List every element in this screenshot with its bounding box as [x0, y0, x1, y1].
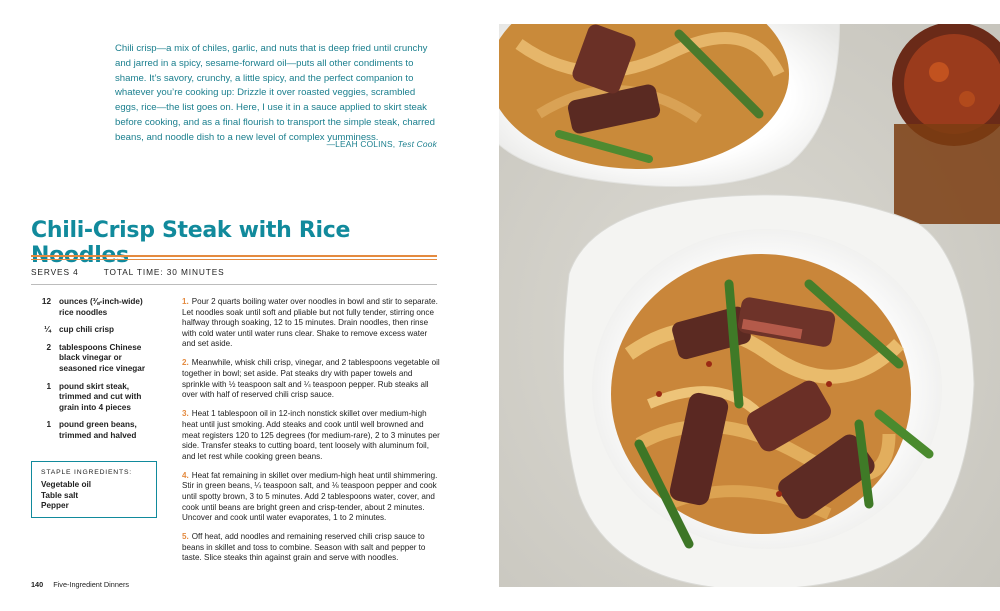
step-text: Heat fat remaining in skillet over medium-high heat until shimmering. Stir in green beans, ¼ teaspoon salt, and ⅛ teaspoon pepper and cook until spotty brown, 3 to 5 minutes. Add 2 tablespoons water, cover, and cook until beans are bright green and crisp-tender, about 2 minutes. Uncover and cook until water evaporates, 1 to 2 minutes.	[182, 470, 438, 523]
ingredient-text: pound green beans, trimmed and halved	[59, 420, 137, 440]
headnote-attribution	[115, 139, 437, 149]
step-text: Pour 2 quarts boiling water over noodles in bowl and stir to separate. Let noodles soak until soft and pliable but not fully tender, stirring once halfway through soaking, 12 to 15 minutes. Drain noodles, then rinse with cold water until water runs clear. Shake to remove excess water and set aside.	[182, 297, 438, 349]
ingredient-qty: 12	[41, 297, 51, 306]
staples-heading: STAPLE INGREDIENTS:	[41, 469, 132, 476]
ingredient-qty: 1	[46, 420, 51, 430]
step-text: Meanwhile, whisk chili crisp, vinegar, and 2 tablespoons vegetable oil together in bowl; set aside. Pat steaks dry with paper towels and sprinkle with ½ teaspoon salt and ¼ teaspoon pepper. Rub steaks all over with half of reserved chili crisp sauce.	[182, 358, 440, 400]
ingredient-qty: 1	[46, 381, 51, 391]
noodle-bowls-illustration	[499, 24, 1000, 587]
headnote-text: Chili crisp—a mix of chiles, garlic, and nuts that is deep fried until crunchy and jarred in a spicy, sesame-forward oil—puts all other condiments to shame. It’s savory, crunchy, a little spicy, and the perfect companion to whatever you’re cooking up: Drizzle it over roasted veggies, scrambled eggs, rice—the list goes on. Here, I use it in a sauce applied to skirt steak before cooking, and as a final flourish to transport the simple steak, charred beans, and noodle dish to a new level of complex yumminess.	[115, 43, 435, 143]
step-number: 3.	[182, 409, 189, 419]
ingredient-text: cup chili crisp	[59, 325, 115, 335]
ingredient-item	[31, 325, 159, 336]
step	[182, 358, 440, 400]
ingredient-item	[31, 382, 159, 414]
page-footer	[31, 580, 129, 589]
step-text: Heat 1 tablespoon oil in 12-inch nonstick skillet over medium-high heat until just smoking. Add steaks and cook until well browned and meat registers 120 to 125 degrees (for medium-rare), 2 to 3 minutes per side. Transfer steaks to cutting board, tent loosely with aluminum foil, and let rest while cooking green beans.	[182, 409, 440, 461]
ingredient-text: tablespoons Chinese black vinegar or seasoned rice vinegar	[59, 342, 146, 373]
serves: SERVES 4	[31, 267, 79, 277]
recipe-meta	[31, 267, 247, 277]
step-text: Off heat, add noodles and remaining reserved chili crisp sauce to beans in skillet and toss to combine. Season with salt and pepper to taste. Slice steaks thin against grain and serve with noodles.	[182, 532, 426, 563]
step	[182, 471, 440, 524]
ingredient-text: pound skirt steak, trimmed and cut with grain into 4 pieces	[59, 381, 142, 412]
ingredients-list	[31, 297, 159, 449]
section-name: Five-Ingredient Dinners	[53, 580, 130, 589]
step	[182, 532, 440, 564]
ingredient-qty: ¼	[44, 325, 51, 335]
step	[182, 297, 440, 350]
ingredient-qty: 2	[46, 342, 51, 352]
title-rule-thin	[31, 259, 437, 260]
ingredient-item	[31, 420, 159, 441]
main-bowl	[563, 195, 974, 587]
ingredient-text: ounces (⅜-inch-wide) rice noodles	[59, 297, 143, 317]
recipe-title: Chili-Crisp Steak with Rice	[31, 218, 351, 243]
step	[182, 409, 440, 462]
step-number: 5.	[182, 532, 189, 542]
food-photo	[499, 24, 1000, 587]
staple-item: Table salt	[41, 490, 79, 500]
page-number: 140	[31, 580, 44, 589]
step-number: 1.	[182, 297, 189, 306]
staple-item: Pepper	[41, 501, 69, 510]
ingredient-item	[31, 297, 159, 318]
headnote	[115, 42, 440, 146]
attribution-name: —LEAH COLINS,	[326, 139, 396, 149]
ingredient-item	[31, 343, 159, 375]
total-time: TOTAL TIME: 30 MINUTES	[103, 267, 225, 277]
attribution-role: Test Cook	[397, 139, 437, 149]
step-number: 4.	[182, 470, 189, 480]
meta-rule	[31, 284, 437, 285]
staple-item: Vegetable oil	[41, 480, 92, 489]
step-number: 2.	[182, 358, 189, 368]
top-bowl	[499, 24, 839, 187]
chili-crisp-jar	[892, 24, 1000, 224]
method-steps	[182, 297, 440, 573]
title-rule	[31, 255, 437, 257]
staple-ingredients-box	[31, 461, 157, 518]
